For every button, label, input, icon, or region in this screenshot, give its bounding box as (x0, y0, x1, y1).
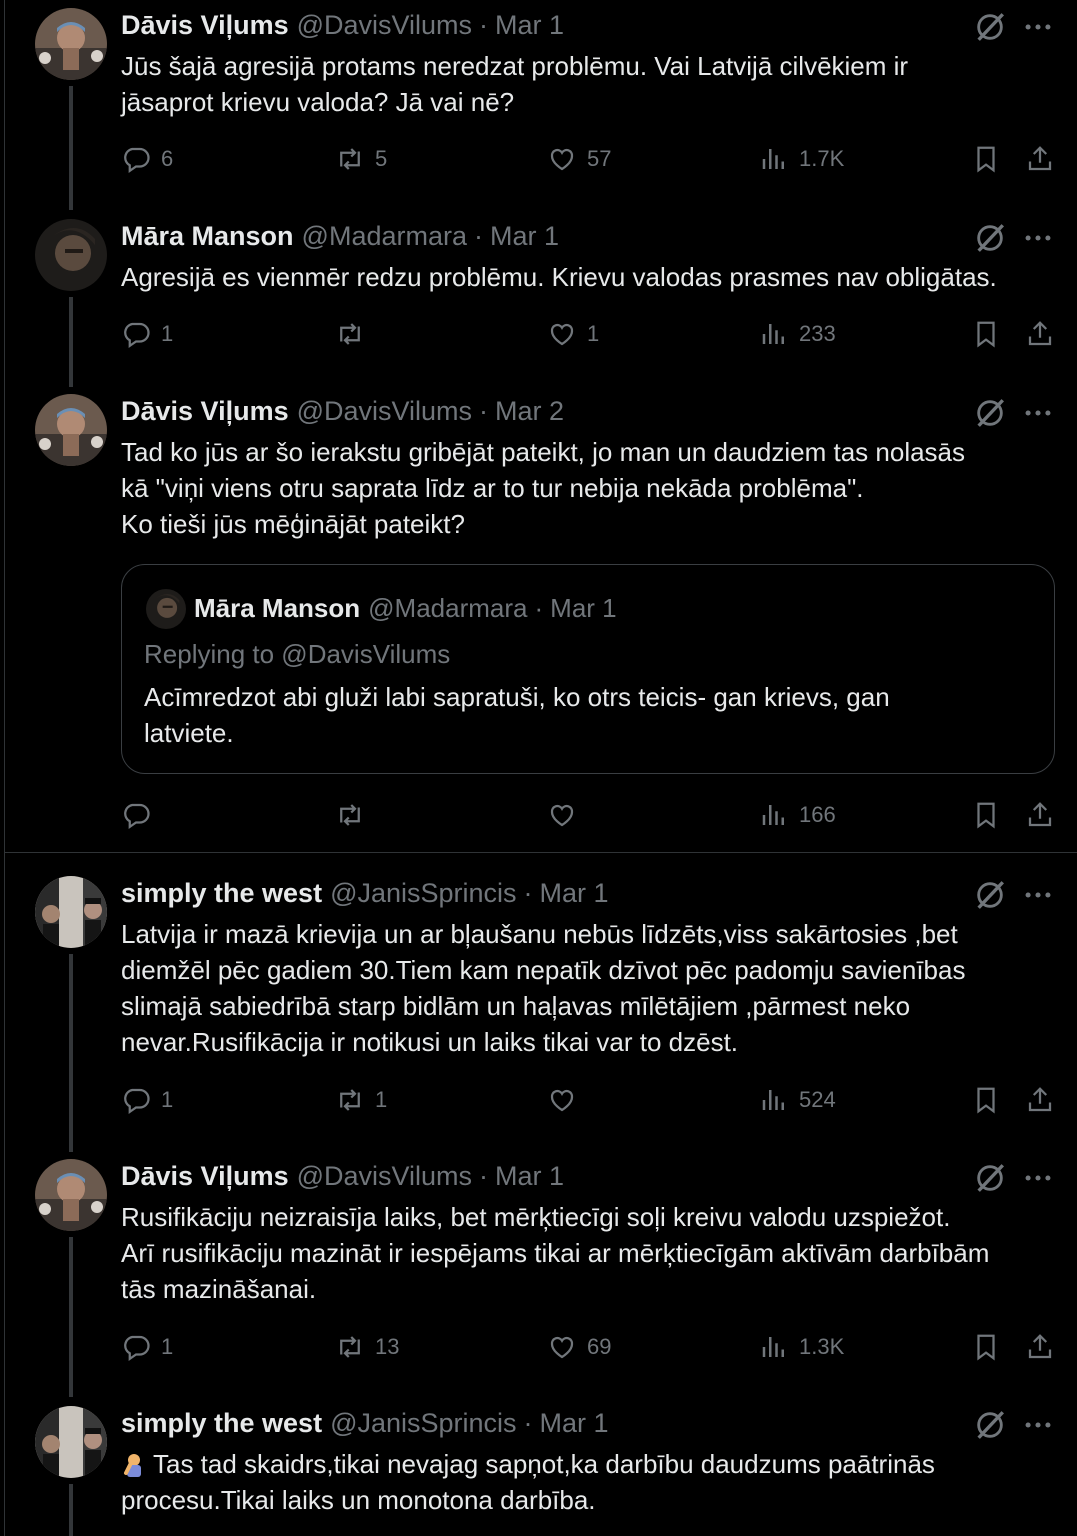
like-button[interactable] (547, 316, 599, 352)
views-icon (759, 1332, 789, 1362)
repost-icon (335, 1085, 365, 1115)
bookmark-button[interactable] (971, 141, 1001, 177)
reply-icon (121, 319, 151, 349)
bookmark-button[interactable] (971, 797, 1001, 833)
avatar[interactable] (35, 1406, 107, 1478)
repost-button[interactable] (335, 797, 375, 833)
bookmark-icon (971, 144, 1001, 174)
bookmark-icon (971, 800, 1001, 830)
reply-icon (121, 1085, 151, 1115)
bookmark-button[interactable] (971, 1329, 1001, 1365)
views-count: 1.7K (799, 146, 845, 171)
post-text-container (121, 1446, 1061, 1518)
like-icon (547, 1085, 577, 1115)
separator-dot: · (523, 1407, 533, 1438)
post-text: Agresijā es vienmēr redzu problēmu. Krievu valodas prasmes nav obligātas. (121, 262, 997, 292)
post-date[interactable]: Mar 1 (495, 9, 565, 40)
post-text: Tas tad skaidrs,tikai nevajag sapņot,ka darbību daudzums paātrinās procesu.Tikai laiks un monotona darbība. (121, 1449, 935, 1515)
bookmark-icon (971, 1332, 1001, 1362)
author-name[interactable]: simply the west (121, 877, 323, 908)
grok-icon[interactable] (973, 1408, 1007, 1442)
repost-icon (335, 800, 365, 830)
post-header (121, 9, 564, 41)
author-name[interactable]: simply the west (121, 1407, 323, 1438)
avatar[interactable] (35, 8, 107, 80)
views-count: 233 (799, 321, 836, 346)
action-bar (121, 316, 1065, 352)
avatar[interactable] (35, 876, 107, 948)
share-button[interactable] (1025, 141, 1055, 177)
share-icon (1025, 319, 1055, 349)
reply-button[interactable] (121, 797, 161, 833)
quoted-post[interactable] (121, 564, 1055, 774)
views-button[interactable] (759, 316, 836, 352)
reply-icon (121, 1332, 151, 1362)
like-button[interactable] (547, 141, 611, 177)
like-icon (547, 319, 577, 349)
avatar[interactable] (35, 394, 107, 466)
post-text: Latvija ir mazā krievija un ar bļaušanu nebūs līdzēts,viss sakārtosies ,bet diemžēl pēc gadiem 30.Tiem kam nepatīk dzīvot pēc padomju savienības slimajā sabiedrībā starp bidlām un haļavas mīlētājiem ,pārmest neko nevar.Rusifikācija ir notikusi un laiks tikai var to dzēst. (121, 919, 966, 1057)
like-icon (547, 144, 577, 174)
repost-button[interactable] (335, 1082, 387, 1118)
bookmark-button[interactable] (971, 316, 1001, 352)
views-button[interactable] (759, 1329, 844, 1365)
thread-line (69, 1237, 73, 1397)
author-name[interactable]: Dāvis Viļums (121, 395, 289, 426)
grok-icon[interactable] (973, 10, 1007, 44)
quote-replying-to: Replying to @DavisVilums (144, 639, 451, 669)
separator-dot: · (479, 395, 489, 426)
more-icon[interactable] (1021, 396, 1055, 430)
like-icon (547, 1332, 577, 1362)
like-button[interactable] (547, 1329, 611, 1365)
quote-avatar (146, 589, 186, 629)
share-icon (1025, 144, 1055, 174)
views-icon (759, 144, 789, 174)
views-count: 1.3K (799, 1334, 845, 1359)
author-handle[interactable]: @DavisVilums (296, 395, 473, 426)
post-date[interactable]: Mar 1 (539, 1407, 609, 1438)
reply-count: 6 (161, 146, 174, 171)
thread-line (69, 1484, 73, 1536)
more-icon[interactable] (1021, 10, 1055, 44)
repost-button[interactable] (335, 316, 375, 352)
reply-count: 1 (161, 1334, 174, 1359)
quote-header (194, 593, 617, 624)
repost-count: 5 (375, 146, 388, 171)
author-handle[interactable]: @JanisSprincis (330, 1407, 517, 1438)
bookmark-button[interactable] (971, 1082, 1001, 1118)
repost-icon (335, 1332, 365, 1362)
views-icon (759, 319, 789, 349)
share-button[interactable] (1025, 1329, 1055, 1365)
post-date[interactable]: Mar 1 (490, 220, 560, 251)
post-text: Jūs šajā agresijā protams neredzat problēmu. Vai Latvijā cilvēkiem ir jāsaprot krievu valoda? Jā vai nē? (121, 51, 909, 117)
share-icon (1025, 800, 1055, 830)
views-count: 524 (799, 1087, 836, 1112)
separator-dot: · (479, 1160, 489, 1191)
author-name[interactable]: Dāvis Viļums (121, 9, 289, 40)
reply-button[interactable] (121, 1082, 173, 1118)
reply-count: 1 (161, 1087, 174, 1112)
views-icon (759, 800, 789, 830)
post-text: Tad ko jūs ar šo ierakstu gribējāt pateikt, jo man un daudziem tas nolasās kā "viņi viens otru saprata līdz ar to tur nebija nekāda problēma". Ko tieši jūs mēģinājāt pateikt? (121, 437, 966, 539)
like-icon (547, 800, 577, 830)
author-handle[interactable]: @DavisVilums (296, 9, 473, 40)
more-icon[interactable] (1021, 221, 1055, 255)
separator-dot: · (534, 593, 544, 623)
thread-line (69, 954, 73, 1152)
views-button[interactable] (759, 1082, 836, 1118)
reply-button[interactable] (121, 316, 173, 352)
quote-text: Acīmredzot abi gluži labi sapratuši, ko otrs teicis- gan krievs, gan latviete. (144, 682, 890, 748)
views-button[interactable] (759, 141, 844, 177)
post[interactable] (5, 0, 1077, 210)
bookmark-icon (971, 1085, 1001, 1115)
views-button[interactable] (759, 797, 836, 833)
post[interactable] (5, 211, 1077, 387)
post-date[interactable]: Mar 1 (495, 1160, 565, 1191)
grok-icon[interactable] (973, 878, 1007, 912)
post-text: Rusifikāciju neizraisīja laiks, bet mērķtiecīgi soļi kreivu valodu uzspiežot. Arī rusifikāciju mazināt ir iespējams tikai ar mērķtiecīgām aktīvām darbībām tās mazināšanai. (121, 1202, 990, 1304)
reply-count: 1 (161, 321, 174, 346)
grok-icon[interactable] (973, 396, 1007, 430)
person-facepalming-icon (121, 1451, 147, 1477)
more-icon[interactable] (1021, 1161, 1055, 1195)
separator-dot: · (479, 9, 489, 40)
post-header (121, 1160, 564, 1192)
post[interactable] (5, 386, 1077, 852)
repost-icon (335, 319, 365, 349)
avatar[interactable] (35, 219, 107, 291)
views-count: 166 (799, 802, 836, 827)
reply-button[interactable] (121, 1329, 173, 1365)
more-icon[interactable] (1021, 1408, 1055, 1442)
share-icon (1025, 1085, 1055, 1115)
quote-author-name: Māra Manson (194, 593, 361, 623)
post-date[interactable]: Mar 1 (539, 877, 609, 908)
views-icon (759, 1085, 789, 1115)
share-button[interactable] (1025, 1082, 1055, 1118)
separator-dot: · (523, 877, 533, 908)
more-icon[interactable] (1021, 878, 1055, 912)
thread-line (69, 297, 73, 387)
like-count: 57 (587, 146, 612, 171)
avatar[interactable] (35, 1159, 107, 1231)
author-handle[interactable]: @DavisVilums (296, 1160, 473, 1191)
thread-line (69, 86, 73, 210)
share-button[interactable] (1025, 797, 1055, 833)
author-handle[interactable]: @JanisSprincis (330, 877, 517, 908)
quote-date: Mar 1 (550, 593, 617, 623)
author-handle[interactable]: @Madarmara (301, 220, 468, 251)
repost-button[interactable] (335, 141, 387, 177)
grok-icon[interactable] (973, 221, 1007, 255)
post-header (121, 395, 564, 427)
share-icon (1025, 1332, 1055, 1362)
action-bar (121, 141, 1065, 177)
author-name[interactable]: Māra Manson (121, 220, 294, 251)
bookmark-icon (971, 319, 1001, 349)
reply-icon (121, 800, 151, 830)
post[interactable] (5, 1151, 1077, 1397)
post[interactable] (5, 1398, 1077, 1536)
author-name[interactable]: Dāvis Viļums (121, 1160, 289, 1191)
timeline (4, 0, 1077, 1536)
action-bar (121, 797, 1065, 833)
post-header (121, 1407, 609, 1439)
post[interactable] (5, 868, 1077, 1152)
reply-icon (121, 144, 151, 174)
post-header (121, 220, 559, 252)
action-bar (121, 1329, 1065, 1365)
separator-dot: · (474, 220, 484, 251)
post-date[interactable]: Mar 2 (495, 395, 565, 426)
repost-icon (335, 144, 365, 174)
like-button[interactable] (547, 1082, 587, 1118)
reply-button[interactable] (121, 141, 173, 177)
like-count: 69 (587, 1334, 612, 1359)
repost-count: 13 (375, 1334, 400, 1359)
like-button[interactable] (547, 797, 587, 833)
repost-button[interactable] (335, 1329, 399, 1365)
divider (5, 852, 1077, 853)
repost-count: 1 (375, 1087, 388, 1112)
like-count: 1 (587, 321, 600, 346)
share-button[interactable] (1025, 316, 1055, 352)
grok-icon[interactable] (973, 1161, 1007, 1195)
action-bar (121, 1082, 1065, 1118)
post-header (121, 877, 609, 909)
quote-author-handle: @Madarmara (368, 593, 528, 623)
